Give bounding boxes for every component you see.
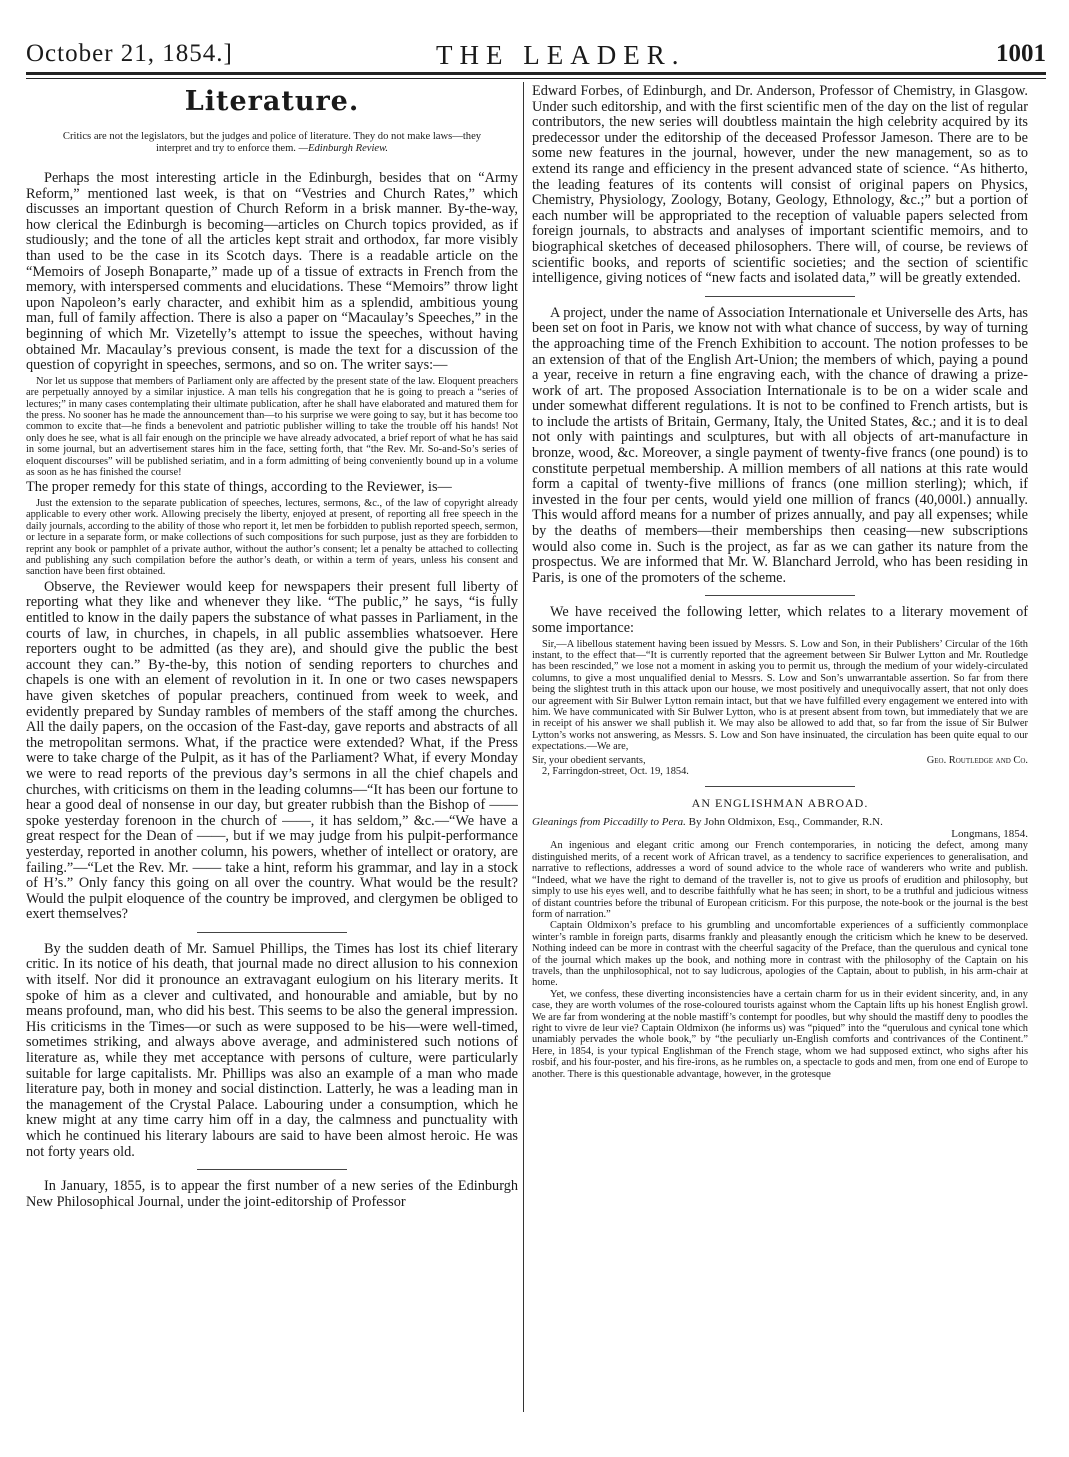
issue-date: October 21, 1854.] [26, 40, 233, 67]
masthead [26, 40, 1046, 72]
column-divider [523, 82, 524, 1412]
article-paragraph: The proper remedy for this state of things, according to the Reviewer, is— [26, 479, 452, 496]
article-paragraph: Edward Forbes, of Edinburgh, and Dr. Anderson, Professor of Chemistry, in Glasgow. Under such editorship, and with the first scientific men of the day on the list of regular contributors, the new series will doubtless maintain the high celebrity acquired by its predecessor under the editorship of the deceased Professor Jameson. There are to be some new features in the journal, however, under the new management, so as to extend its range and efficiency in the present advanced state of science. “As hitherto, the leading features of its contents will consist of original papers on Physics, Chemistry, Physiology, Zoology, Botany, Geology, Ethnology, &c.;” but a portion of each number will be appropriated to the reception of valuable papers selected from foreign journals, to abstracts and analyses of important scientific memoirs, and to biographical sketches of deceased philosophers. There will, of course, be reviews of scientific books, and reports of scientific societies; and the section of scientific intelligence, giving notices of “new facts and isolated data,” will be greatly extended. [532, 84, 1028, 287]
section-separator [197, 932, 347, 933]
section-separator [705, 296, 855, 297]
letter-address: 2, Farringdon-street, Oct. 19, 1854. [542, 766, 689, 778]
review-paragraph: Yet, we confess, these diverting inconsistencies have a certain charm for us in their evident sincerity, and, in any case, they are worth volumes of the rose-coloured tourists against whom the Captain lifts up his honest English growl. We are far from wondering at the noble mastiff’s contempt for poodles, but why should the mastiff deny to poodles the right to vivre de leur vie? Captain Oldmixon (he informs us) was “piqued” into the “querulous and cynical tone which unamiably pervades the whole book,” by “the peculiarly un-English comforts and contrivances of the Continent.” Here, in 1854, is your typical Englishman of the French stage, whom we had supposed extinct, who sighs after his rosbif, and his four-poster, and his fire-irons, as he rumbles on, a spectacle to gods and men, from one end of Europe to another. There is this questionable advantage, however, in the grotesque [532, 988, 1028, 1080]
letter-signature: Geo. Routledge and Co. [926, 754, 1028, 766]
masthead-rule-thick [26, 72, 1046, 75]
page-number: 1001 [996, 40, 1046, 67]
book-publisher: Longmans, 1854. [951, 828, 1028, 841]
article-paragraph: A project, under the name of Association Internationale et Universelle des Arts, has been set on foot in Paris, we know not with what chance of success, by way of turning the approaching time of the French Exhibition to account. The notion professes to be an extension of that of the English Art-Union; the members of which, paying a pound a year, receive in return a fine engraving each, with the chance of drawing a prize-work of art. The proposed Association Internationale is to be on a wider scale and under somewhat different regulations. It is not to be confined to French artists, but is to include the artists of Britain, Germany, Italy, the United States, &c.; and it is to deal not only with paintings and sculptures, but with all objects of art-manufacture in bronze, wood, &c. Moreover, a single payment of twenty-five francs (one pound) is to constitute perpetual membership. A million members of all nations at this rate would form a capital of twenty-five millions of francs (one million sterling); which, if invested in the four per cents, would yield one million of francs (40,000l.) annually. This would afford means for a number of prizes annually, and pay all expenses; while by the deaths of members—their memberships then ceasing—new subscriptions would also come in. Such is the project, as far as we can gather its nature from the prospectus. We are informed that Mr. W. Blanchard Jerrold, who has been residing in Paris, is one of the promoters of the scheme. [532, 304, 1028, 586]
article-paragraph: We have received the following letter, which relates to a literary movement of some importance: [532, 604, 1028, 636]
newspaper-title: THE LEADER. [436, 40, 686, 70]
section-separator [197, 1169, 347, 1170]
epigraph [48, 131, 496, 155]
letter-body: Sir,—A libellous statement having been issued by Messrs. S. Low and Son, in their Publishers’ Circular of the 16th instant, to the effect that—“It is currently reported that the agreement between Sir Bulwer Lytton and Mr. Routledge has been rescinded,” we lose not a moment in asking you to permit us, through the medium of your widely-circulated columns, to give a most unqualified denial to Messrs. S. Low and Son’s unwarrantable assertion. So far from there being the slightest truth in this attack upon our house, we most positively and unequivocally assert, that not only does our agreement with Sir Bulwer Lytton remain intact, but that we have fulfilled every engagement we entered into with him. We have communicated with Sir Bulwer Lytton, who is at present absent from town, but immediately that we are in receipt of his answer we shall publish it. We may also be allowed to add that, so far from the issue of Sir Bulwer Lytton’s works not answering, as Messrs. S. Low and Son have insinuated, the circulation has been quite equal to our expectations.—We are, [532, 638, 1028, 753]
block-quote: Nor let us suppose that members of Parliament only are affected by the present state of the law. Eloquent preachers are perpetually annoyed by a similar injustice. A man tells his congregation that he is going to preach a “series of lectures;” in many cases contemplating their ultimate publication, after he shall have elaborated and matured them for the press. No sooner has he made the announcement than—to his surprise we were going to say, but it has become too common to excite that—he finds a benevolent and patriotic publisher willing to take the trouble off his hands! Not only does he see, what is all fair enough on the principle we have already advocated, a brief report of what he has said in some journal, but an advertisement stares him in the face, setting forth, that “the Rev. Mr. So-and-So’s series of eloquent discourses” will be published seriatim, and in a form admitting of being conveniently bound up in a volume as soon as he has finished the course! [26, 375, 518, 478]
epigraph-text: Critics are not the legislators, but the judges and police of literature. They do not make laws—they interpret and try to enforce them. [62, 131, 482, 154]
article-paragraph: By the sudden death of Mr. Samuel Phillips, the Times has lost its chief literary critic. In its notice of his death, that journal made no direct allusion to his connexion with itself. Nor did it pronounce an extravagant eulogium on his literary merits. It spoke of him as a clever and cultivated, and honourable and amiable, but by no means profound, man, who did his best. This seems to be also the general impression. His criticisms in the Times—or such as were supposed to be his—were well-timed, sometimes striking, and always above average, and administered such notions of literature as, while they met acceptance with persons of culture, were particularly suitable for large capitalists. Mr. Phillips was also an example of a man who made literature pay, both in money and social distinction. Latterly, he was a leading man in the management of the Crystal Palace. Labouring under a consumption, which he knew might at any time carry him off in a day, the calmness and punctuality with which he continued his literary labours are said to have been almost heroic. He was not forty years old. [26, 940, 518, 1160]
letter-signature-line [532, 755, 1028, 766]
section-heading: Literature. [184, 86, 360, 117]
epigraph-source: —Edinburgh Review. [298, 143, 389, 154]
section-separator [705, 786, 855, 787]
masthead-rule-thin [26, 78, 1046, 79]
article-paragraph: In January, 1855, is to appear the first number of a new series of the Edinburgh New Philosophical Journal, under the joint-editorship of Professor [26, 1178, 518, 1210]
article-paragraph: Observe, the Reviewer would keep for newspapers their present full liberty of reporting what they like and whenever they like. “The public,” he says, “is fully entitled to know in the daily papers the substance of what passes in Parliament, in the courts of law, in churches, in chapels, in all public assemblies whatsoever. Here reporters ought to be admitted (as they are), and should give the public the best account they can.” By-the-by, this notion of sending reporters to churches and chapels is one with an element of revolution in it. In one or two cases newspapers have given sketches of popular preachers, continued from week to week, and evidently prepared by Sunday rambles of members of the staff among the churches. All the daily papers, on the occasion of the Fast-day, gave reports and abstracts of all the metropolitan sermons. What, if the practice were extended? What, if the Press were to take charge of the Pulpit, as it has of the Parliament? What, if every Monday we were to read reports of the previous day’s sermons in all the chief chapels and churches, with criticisms on them in the leading columns—“It has been our fortune to hear a good deal of nonsense in our day, but greater rubbish than the Bishop of —— spoke yesterday forenoon in the church of ——, it has seldom,” &c.—“We have a great respect for the Dean of ——, but if we may judge from his pulpit-performance yesterday, reported in another column, his powers, whether of intellect or oratory, are failing.”—“Let the Rev. Mr. —— take a hint, reform his grammar, and lay in a stock of H’s.” Only fancy this going on all over the country. What would be the result? Would the pulpit eloquence of the country be improved, and clergymen be obliged to exert themselves? [26, 578, 518, 923]
right-column [532, 84, 1028, 1414]
review-paragraph: Captain Oldmixon’s preface to his grumbling and uncomfortable experiences of a sufficiently commonplace winter’s ramble in foreign parts, disarms frankly and pleasantly enough the criticism which he knew to be deserved. Nothing indeed can be more in contrast with the cheerful sagacity of the Preface, than the querulous and cynical tone of the journal which makes up the book, and nothing more in contrast with the philosophy of the Captain on his travels, than the unphilosophical, not to say ludicrous, apologies of the Captain, about to publish, in his arm-chair at home. [532, 920, 1028, 989]
review-paragraph: An ingenious and elegant critic among our French contemporaries, in noticing the defect, among many distinguished merits, of a recent work of African travel, as a tendency to sacrifice experiences to generalisation, and narrative to reflections, addresses a word of sound advice to the whole race of wanderers who write and publish. “Indeed, what we have the right to demand of the traveller is, not to give us proofs of erudition and philosophy, but simply to use his eyes well, and to describe faithfully what he has seen; in short, to be a truthful and judicious witness of distant countries before the tribunal of European criticism. For this purpose, the note-book or the journal is the best form of narration.” [532, 840, 1028, 920]
block-quote: Just the extension to the separate publication of speeches, lectures, sermons, &c., of the law of copyright already applicable to every other work. Allowing precisely the liberty, enjoyed at present, of reporting all free speech in the daily journals, according to the ability of those who report it, let men be forbidden to publish reported speech, sermon, or lecture in a separate form, or make collections of such compositions for such purpose, just as they are forbidden to reprint any book or pamphlet of a private author, without the author’s consent; let a penalty be attached to collecting and publishing any such compilation before the author’s death, or within a term of years, unless his consent and sanction have been first obtained. [26, 497, 518, 578]
left-column [26, 84, 518, 1414]
section-separator [705, 595, 855, 596]
letter-sign-off: Sir, your obedient servants, [532, 754, 646, 766]
book-citation [532, 816, 1028, 828]
review-title: AN ENGLISHMAN ABROAD. [691, 796, 869, 811]
article-paragraph: Perhaps the most interesting article in the Edinburgh, besides that on “Army Reform,” mentioned last week, is that on “Vestries and Church Rates,” which discusses an important question of Church Reform in a brisk manner. By-the-way, how clerical the Edinburgh is becoming—articles on Church topics provided, as if studiously; and the tone of all the articles kept strait and orthodox, far more visibly than used to be the case in its Scotch days. There is a readable article on the “Memoirs of Joseph Bonaparte,” made up of a tissue of extracts in French from the memory, with interspersed comments and elucidations. These “Memoirs” throw light upon Napoleon’s early character, and exhibit him as a splendid, ambitious young man, full of family affection. There is also a paper on “Macaulay’s Speeches,” in the beginning of which Mr. Vizetelly’s attempt to issue the speeches, without having obtained Mr. Macaulay’s previous consent, is made the text for a discussion of the question of copyright in speeches, sermons, and so on. The writer says:— [26, 170, 518, 374]
book-author: By John Oldmixon, Esq., Commander, R.N. [688, 816, 883, 829]
book-title: Gleanings from Piccadilly to Pera. [532, 816, 686, 829]
